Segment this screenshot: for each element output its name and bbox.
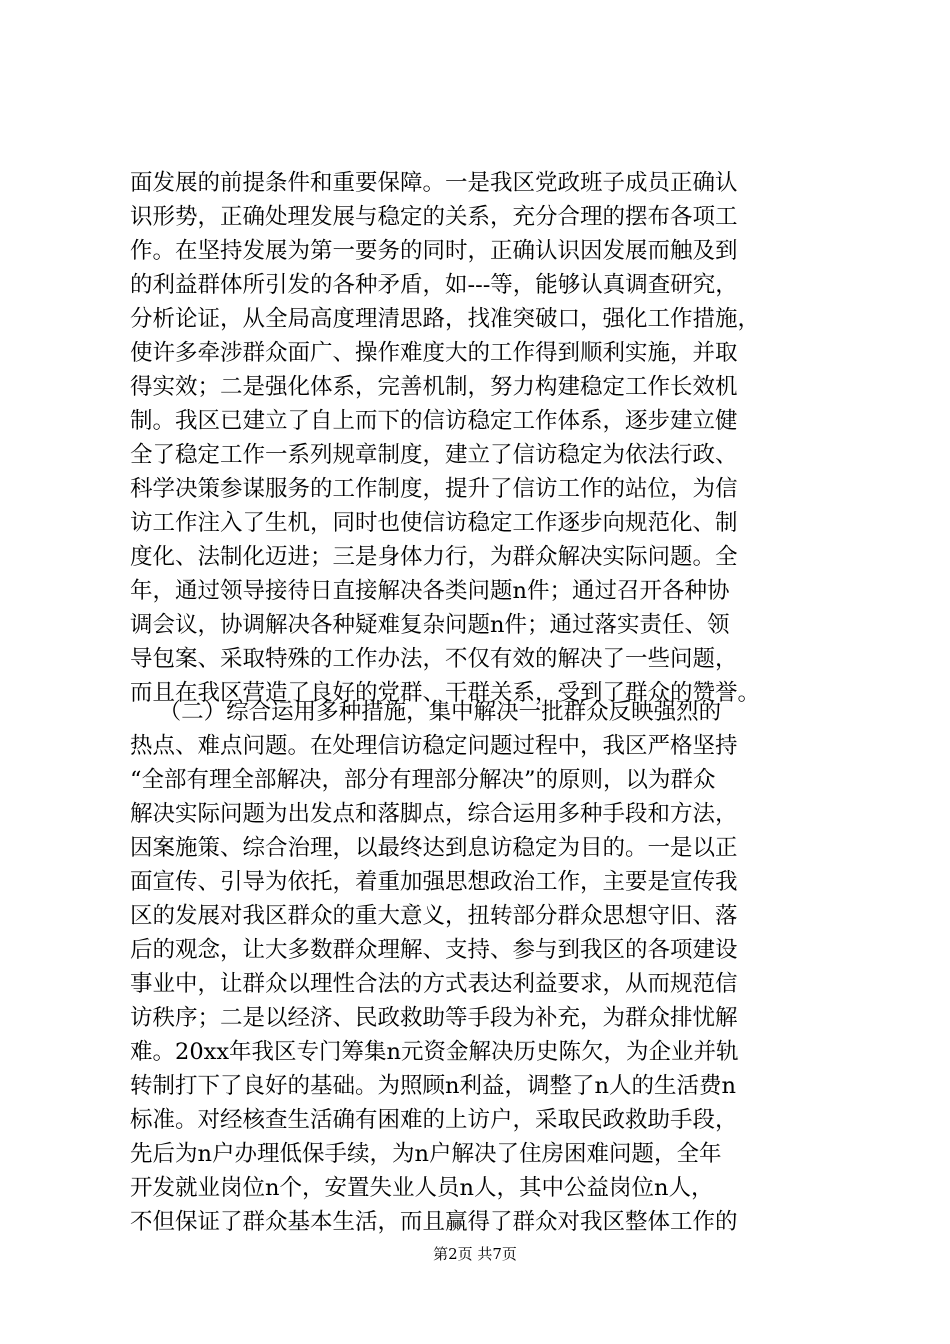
paragraph-line: 因案施策、综合治理，以最终达到息访稳定为目的。一是以正: [130, 835, 738, 861]
paragraph-line: 年，通过领导接待日直接解决各类问题n件；通过召开各种协: [130, 578, 730, 604]
paragraph-line: 调会议，协调解决各种疑难复杂问题n件；通过落实责任、领: [130, 612, 730, 638]
paragraph-line: 访工作注入了生机，同时也使信访稳定工作逐步向规范化、制: [130, 510, 738, 536]
paragraph-line: “全部有理全部解决，部分有理部分解决”的原则，以为群众: [130, 767, 716, 793]
page-number-label: 第2页 共7页: [433, 1245, 517, 1263]
paragraph-line: 不但保证了群众基本生活，而且赢得了群众对我区整体工作的: [130, 1209, 738, 1235]
paragraph-line: 解决实际问题为出发点和落脚点，综合运用多种手段和方法，: [130, 801, 738, 827]
paragraph-line: 开发就业岗位n个，安置失业人员n人，其中公益岗位n人，: [130, 1175, 714, 1201]
paragraph-line: 度化、法制化迈进；三是身体力行，为群众解决实际问题。全: [130, 544, 738, 570]
paragraph-line: 全了稳定工作一系列规章制度，建立了信访稳定为依法行政、: [130, 442, 738, 468]
paragraph-line: 得实效；二是强化体系，完善机制，努力构建稳定工作长效机: [130, 374, 738, 400]
paragraph-line: 分析论证，从全局高度理清思路，找准突破口，强化工作措施，: [130, 306, 761, 332]
paragraph-line: 标准。对经核查生活确有困难的上访户，采取民政救助手段，: [130, 1107, 738, 1133]
paragraph-line: （二）综合运用多种措施，集中解决一批群众反映强烈的: [130, 699, 722, 725]
paragraph-line: 的利益群体所引发的各种矛盾，如---等，能够认真调查研究，: [130, 272, 738, 298]
paragraph-line: 面发展的前提条件和重要保障。一是我区党政班子成员正确认: [130, 170, 738, 196]
paragraph-line: 区的发展对我区群众的重大意义，扭转部分群众思想守旧、落: [130, 903, 738, 929]
paragraph-line: 先后为n户办理低保手续，为n户解决了住房困难问题，全年: [130, 1141, 722, 1167]
paragraph-line: 导包案、采取特殊的工作办法，不仅有效的解决了一些问题，: [130, 646, 738, 672]
paragraph-line: 作。在坚持发展为第一要务的同时，正确认识因发展而触及到: [130, 238, 738, 264]
paragraph-line: 访秩序；二是以经济、民政救助等手段为补充，为群众排忧解: [130, 1005, 738, 1031]
paragraph-line: 事业中，让群众以理性合法的方式表达利益要求，从而规范信: [130, 971, 738, 997]
paragraph-line: 难。20xx年我区专门筹集n元资金解决历史陈欠，为企业并轨: [130, 1039, 739, 1065]
paragraph-1: [130, 166, 830, 710]
paragraph-line: 面宣传、引导为依托，着重加强思想政治工作，主要是宣传我: [130, 869, 738, 895]
paragraph-line: 科学决策参谋服务的工作制度，提升了信访工作的站位，为信: [130, 476, 738, 502]
paragraph-line: 热点、难点问题。在处理信访稳定问题过程中，我区严格坚持: [130, 733, 738, 759]
paragraph-line: 使许多牵涉群众面广、操作难度大的工作得到顺利实施，并取: [130, 340, 738, 366]
paragraph-line: 识形势，正确处理发展与稳定的关系，充分合理的摆布各项工: [130, 204, 738, 230]
paragraph-line: 转制打下了良好的基础。为照顾n利益，调整了n人的生活费n: [130, 1073, 736, 1099]
paragraph-line: 后的观念，让大多数群众理解、支持、参与到我区的各项建设: [130, 937, 738, 963]
paragraph-2: [130, 695, 830, 1239]
paragraph-line: 制。我区已建立了自上而下的信访稳定工作体系，逐步建立健: [130, 408, 738, 434]
page-footer: [0, 1244, 950, 1264]
paragraph-line: 而且在我区营造了良好的党群、干群关系，受到了群众的赞誉。: [130, 680, 761, 706]
